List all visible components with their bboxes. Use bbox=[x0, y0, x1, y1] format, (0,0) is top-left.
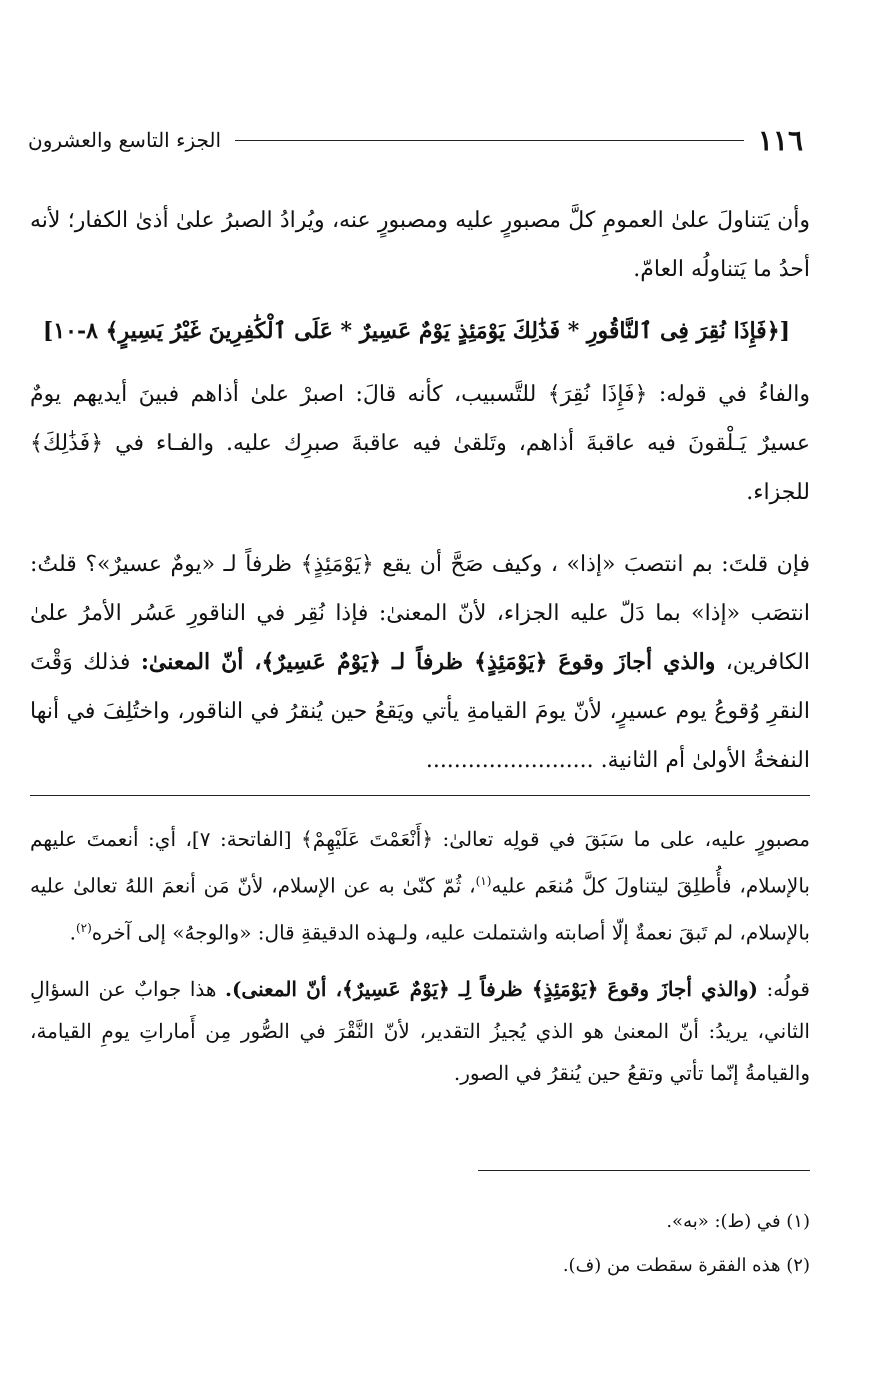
main-paragraph-2 bbox=[30, 370, 810, 517]
main-paragraph-1 bbox=[30, 196, 810, 294]
quran-verse: [﴿فَإِذَا نُقِرَ فِى ٱلنَّاقُورِ * فَذَٰلِكَ يَوْمَئِذٍ يَوْمٌ عَسِيرٌ * عَلَى ٱلْكَٰفِرِينَ غَيْرُ يَسِيرٍ﴾ ٨-١٠] bbox=[42, 318, 790, 344]
paragraph-text: وأن يَتناولَ علىٰ العمومِ كلَّ مصبورٍ عليه ومصبورٍ عنه، ويُرادُ الصبرُ علىٰ أذىٰ الكفار؛ لأنه أحدُ ما يَتناولُه العامّ. bbox=[30, 208, 810, 282]
commentary-section bbox=[30, 818, 810, 1094]
footnotes bbox=[30, 1200, 810, 1288]
page-number: ١١٦ bbox=[757, 123, 803, 157]
commentary-label: قولُه: bbox=[757, 977, 810, 1002]
paragraph-text: والفاءُ في قوله: ﴿فَإِذَا نُقِرَ﴾ للتَّسبيب، كأنه قالَ: اصبرْ علىٰ أذاهم فبينَ أيديهم يومٌ عسيرٌ يَـلْقونَ فيه عاقبةَ أذاهم، وتَلقىٰ فيه عاقبةَ صبرِك عليه. والفـاء في ﴿فَذَٰلِكَ﴾ للجزاء. bbox=[30, 382, 810, 505]
paragraph-segment: فذلك وَقْتَ النقرِ وُقوعُ يوم عسيرٍ، لأنّ يومَ القيامةِ يأتي ويَقعُ حين يُنقرُ في الناقور، واختُلِفَ في أنها النفخةُ الأولىٰ أم الثانية. bbox=[30, 650, 810, 773]
footnote-rule bbox=[478, 1170, 810, 1171]
bold-phrase: (والذي أجازَ وقوعَ ﴿يَوْمَئِذٍ﴾ ظرفاً لِـ ﴿يَوْمٌ عَسِيرٌ﴾، أنّ المعنى). bbox=[225, 977, 758, 1002]
footnote-marker: (٢) bbox=[75, 920, 92, 935]
commentary-paragraph-2 bbox=[30, 968, 810, 1094]
commentary-text: مصبورٍ عليه، على ما سَبَقَ في قولِه تعالىٰ: ﴿أَنْعَمْتَ عَلَيْهِمْ﴾ [الفاتحة: ٧]، أي: أنعمتَ عليهم بالإسلام، فأُطلِقَ ليتناولَ كلَّ مُنعَم عليه bbox=[30, 827, 811, 898]
footnote-1: (١) في (ط): «به». bbox=[666, 1211, 810, 1232]
main-paragraph-3 bbox=[30, 540, 810, 785]
paragraph-segment: فإن قلتَ: بم انتصبَ «إذا» ، وكيف صَحَّ أن يقع ﴿يَوْمَئِذٍ﴾ ظرفاً لـ «يومٌ عسيرٌ»؟ قلتُ: انتصَب «إذا» بما دَلّ عليه الجزاء، لأنّ المعنىٰ: فإذا نُقِر في الناقورِ عَسُر الأمرُ علىٰ الكافرين، bbox=[30, 552, 810, 675]
commentary-text: هذا جوابٌ عن السؤالِ الثاني، يريدُ: أنّ المعنىٰ هو الذي يُجيزُ التقدير، لأنّ النَّقْرَ في الصُّور مِن أَماراتِ يومِ القيامة، والقيامةُ إنّما تأتي وتقعُ حين يُنقرُ في الصور. bbox=[30, 977, 810, 1086]
commentary-paragraph-1 bbox=[30, 818, 810, 953]
footnote-2: (٢) هذه الفقرة سقطت من (ف). bbox=[562, 1255, 810, 1276]
footnote-marker: (١) bbox=[475, 874, 492, 888]
commentary-text: . bbox=[69, 920, 76, 945]
commentary-text: ، ثُمّ كنّىٰ به عن الإسلام، لأنّ مَن أنعمَ اللهُ تعالىٰ عليه بالإسلام، لم تَبقَ نعمةٌ إلّا أصابته واشتملت عليه، ولـهذه الدقيقةِ قال: «والوجهُ» إلى آخره bbox=[30, 873, 810, 945]
bold-phrase: والذي أجازَ وقوعَ ﴿يَوْمَئِذٍ﴾ ظرفاً لـ ﴿يَوْمٌ عَسِيرٌ﴾، أنّ المعنىٰ: bbox=[140, 649, 716, 675]
header-rule bbox=[235, 140, 744, 141]
separator-rule bbox=[30, 795, 810, 796]
paragraph-text bbox=[30, 540, 810, 785]
ellipsis-dots: ........................ bbox=[425, 748, 594, 773]
running-title: الجزء التاسع والعشرون bbox=[28, 128, 222, 152]
page-header bbox=[28, 120, 803, 160]
